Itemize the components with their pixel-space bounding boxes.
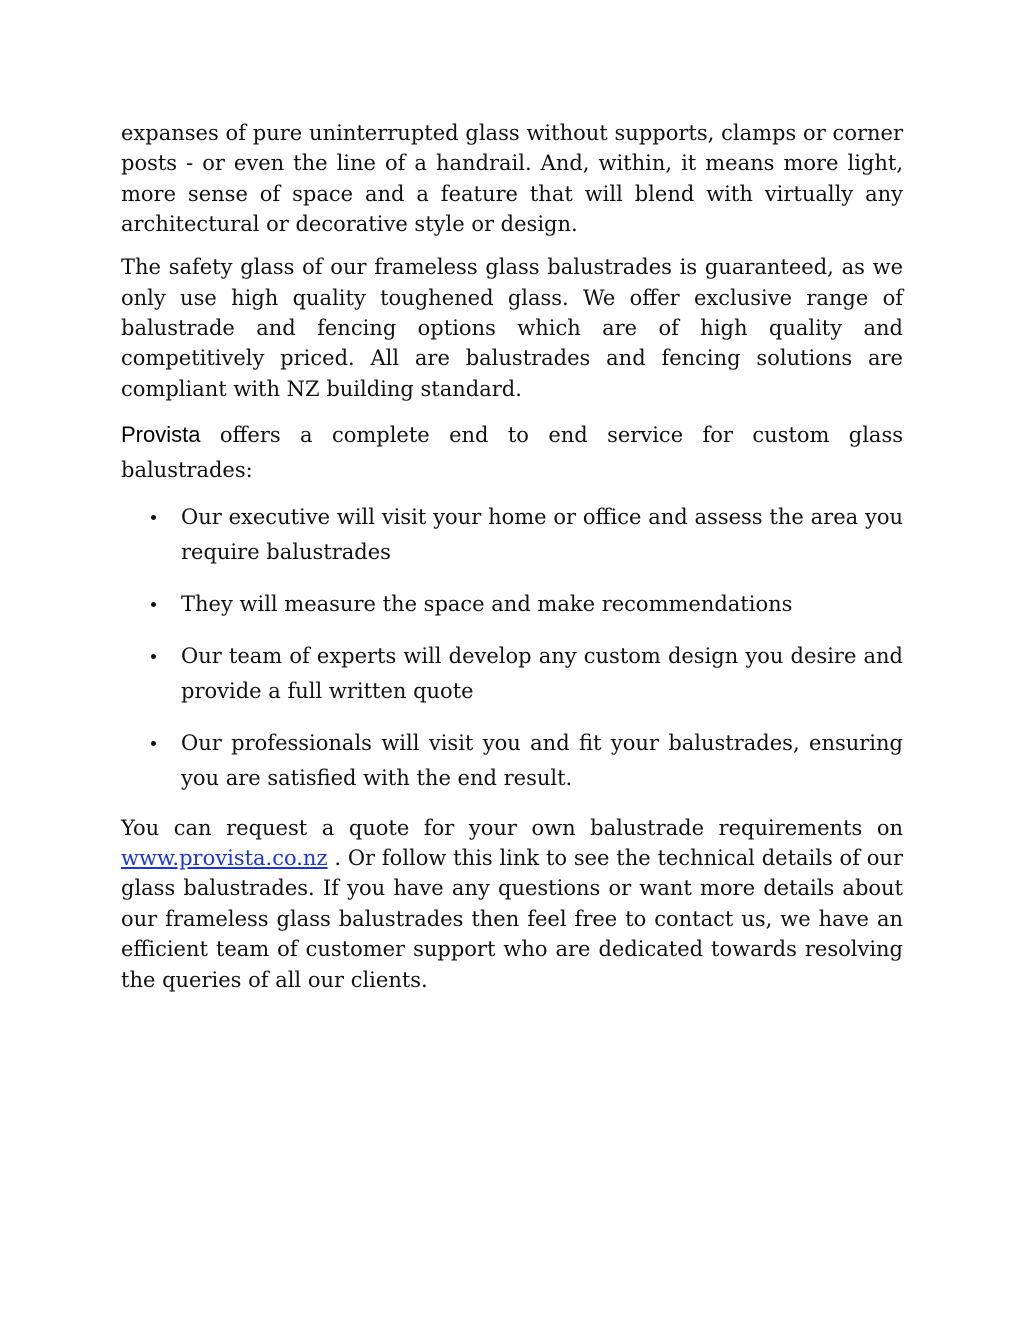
paragraph-service-intro <box>121 417 903 488</box>
contact-text: . Or follow this link to see the technical details of our glass balustrades. If you have any questions or want more details about our frameless glass balustrades then feel free to contact us, we have an efficient team of customer support who are dedicated towards resolving the queries of all our clients. <box>121 846 903 992</box>
bullet-icon <box>151 515 156 520</box>
list-item <box>121 587 903 622</box>
service-intro-text: offers a complete end to end service for custom glass balustrades: <box>121 422 903 482</box>
request-quote-text: You can request a quote for your own balustrade requirements on <box>121 815 903 840</box>
list-item <box>121 500 903 570</box>
bullet-icon <box>151 602 156 607</box>
brand-name: Provista <box>121 421 201 447</box>
bullet-icon <box>151 654 156 659</box>
document-page <box>121 118 903 1008</box>
paragraph-request-quote <box>121 813 903 995</box>
list-item-text: Our professionals will visit you and fit your balustrades, ensuring you are satisfied with the end result. <box>181 730 903 790</box>
list-item-text: They will measure the space and make recommendations <box>181 591 793 616</box>
paragraph-glass-benefits: expanses of pure uninterrupted glass without supports, clamps or corner posts - or even the line of a handrail. And, within, it means more light, more sense of space and a feature that will blend with virtually any architectural or decorative style or design. <box>121 121 903 237</box>
list-item-text: Our team of experts will develop any custom design you desire and provide a full written quote <box>181 643 903 703</box>
bullet-icon <box>151 741 156 746</box>
list-item <box>121 639 903 709</box>
service-steps-list <box>121 500 903 796</box>
list-item <box>121 726 903 796</box>
list-item-text: Our executive will visit your home or office and assess the area you require balustrades <box>181 504 903 564</box>
paragraph-safety-glass: The safety glass of our frameless glass balustrades is guaranteed, as we only use high quality toughened glass. We offer exclusive range of balustrade and fencing options which are of high quality and competitively priced. All are balustrades and fencing solutions are compliant with NZ building standard. <box>121 255 903 401</box>
website-link[interactable]: www.provista.co.nz <box>121 846 328 871</box>
